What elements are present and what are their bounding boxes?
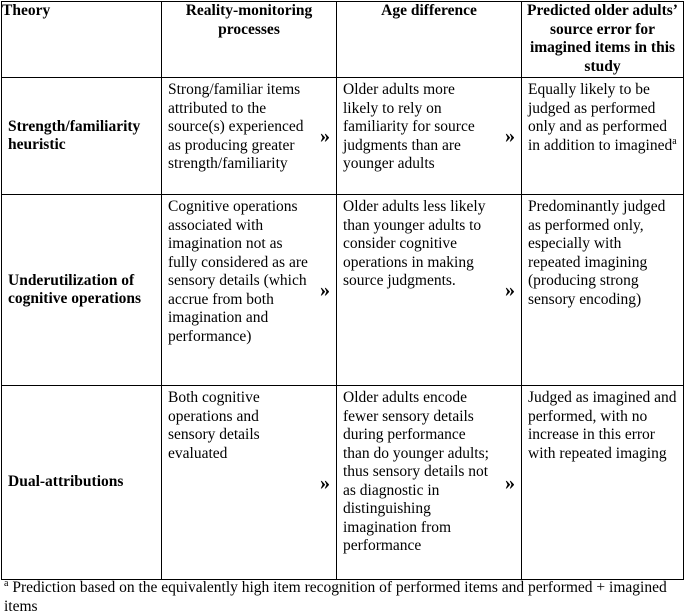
predicted-error-cell [522, 386, 684, 580]
age-difference-cell [337, 195, 522, 386]
predicted-error-cell [522, 195, 684, 386]
predicted-error-cell [522, 78, 684, 195]
processes-cell [162, 195, 337, 386]
age-difference-text: Older adults encode fewer sensory details during performance than do younger adults; thus sensory details not as diagnostic in distinguishing imagination from performance [343, 389, 489, 554]
processes-text: Cognitive operations associated with imagination not as fully considered as are sensory details (which accrue from both imagination and performance) [168, 198, 308, 345]
predicted-error-text: Judged as imagined and performed, with no increase in this error with repeated imaging [528, 389, 677, 462]
table-row [2, 78, 684, 195]
double-arrow-icon: » [320, 279, 330, 301]
predicted-error-text: Predominantly judged as performed only, especially with repeated imagining (producing strong sensory encoding) [528, 198, 666, 308]
theory-name: Dual-attributions [2, 386, 162, 580]
footnote-marker: a [4, 577, 9, 589]
age-difference-text: Older adults less likely than younger adults to consider cognitive operations in making source judgments. [343, 198, 486, 289]
header-age-difference: Age difference [337, 2, 522, 78]
processes-cell [162, 386, 337, 580]
header-processes: Reality-monitoring processes [162, 2, 337, 78]
footnote-text: Prediction based on the equivalently high item recognition of performed items and performed + imagined items [4, 579, 667, 615]
table-row [2, 195, 684, 386]
double-arrow-icon: » [505, 279, 515, 301]
theories-table [1, 1, 684, 580]
double-arrow-icon: » [320, 471, 330, 494]
theory-name: Underutilization of cognitive operations [2, 195, 162, 386]
header-theory: Theory [2, 2, 162, 78]
double-arrow-icon: » [505, 125, 515, 147]
age-difference-cell [337, 386, 522, 580]
age-difference-text: Older adults more likely to rely on familiarity for source judgments than are younger adults [343, 81, 475, 172]
footnote-marker: a [672, 135, 677, 147]
header-predicted-error: Predicted older adults’ source error for imagined items in this study [522, 2, 684, 78]
age-difference-cell [337, 78, 522, 195]
double-arrow-icon: » [320, 125, 330, 147]
processes-text: Both cognitive operations and sensory details evaluated [168, 389, 260, 462]
processes-text: Strong/familiar items attributed to the source(s) experienced as producing greater strength/familiarity [168, 81, 304, 172]
double-arrow-icon: » [505, 471, 515, 494]
table-header-row [2, 2, 684, 78]
processes-cell [162, 78, 337, 195]
table-row [2, 386, 684, 580]
table-footnote [4, 578, 680, 616]
theory-name: Strength/familiarity heuristic [2, 78, 162, 195]
predicted-error-text: Equally likely to be judged as performed only and as performed in addition to imagined [528, 81, 673, 154]
